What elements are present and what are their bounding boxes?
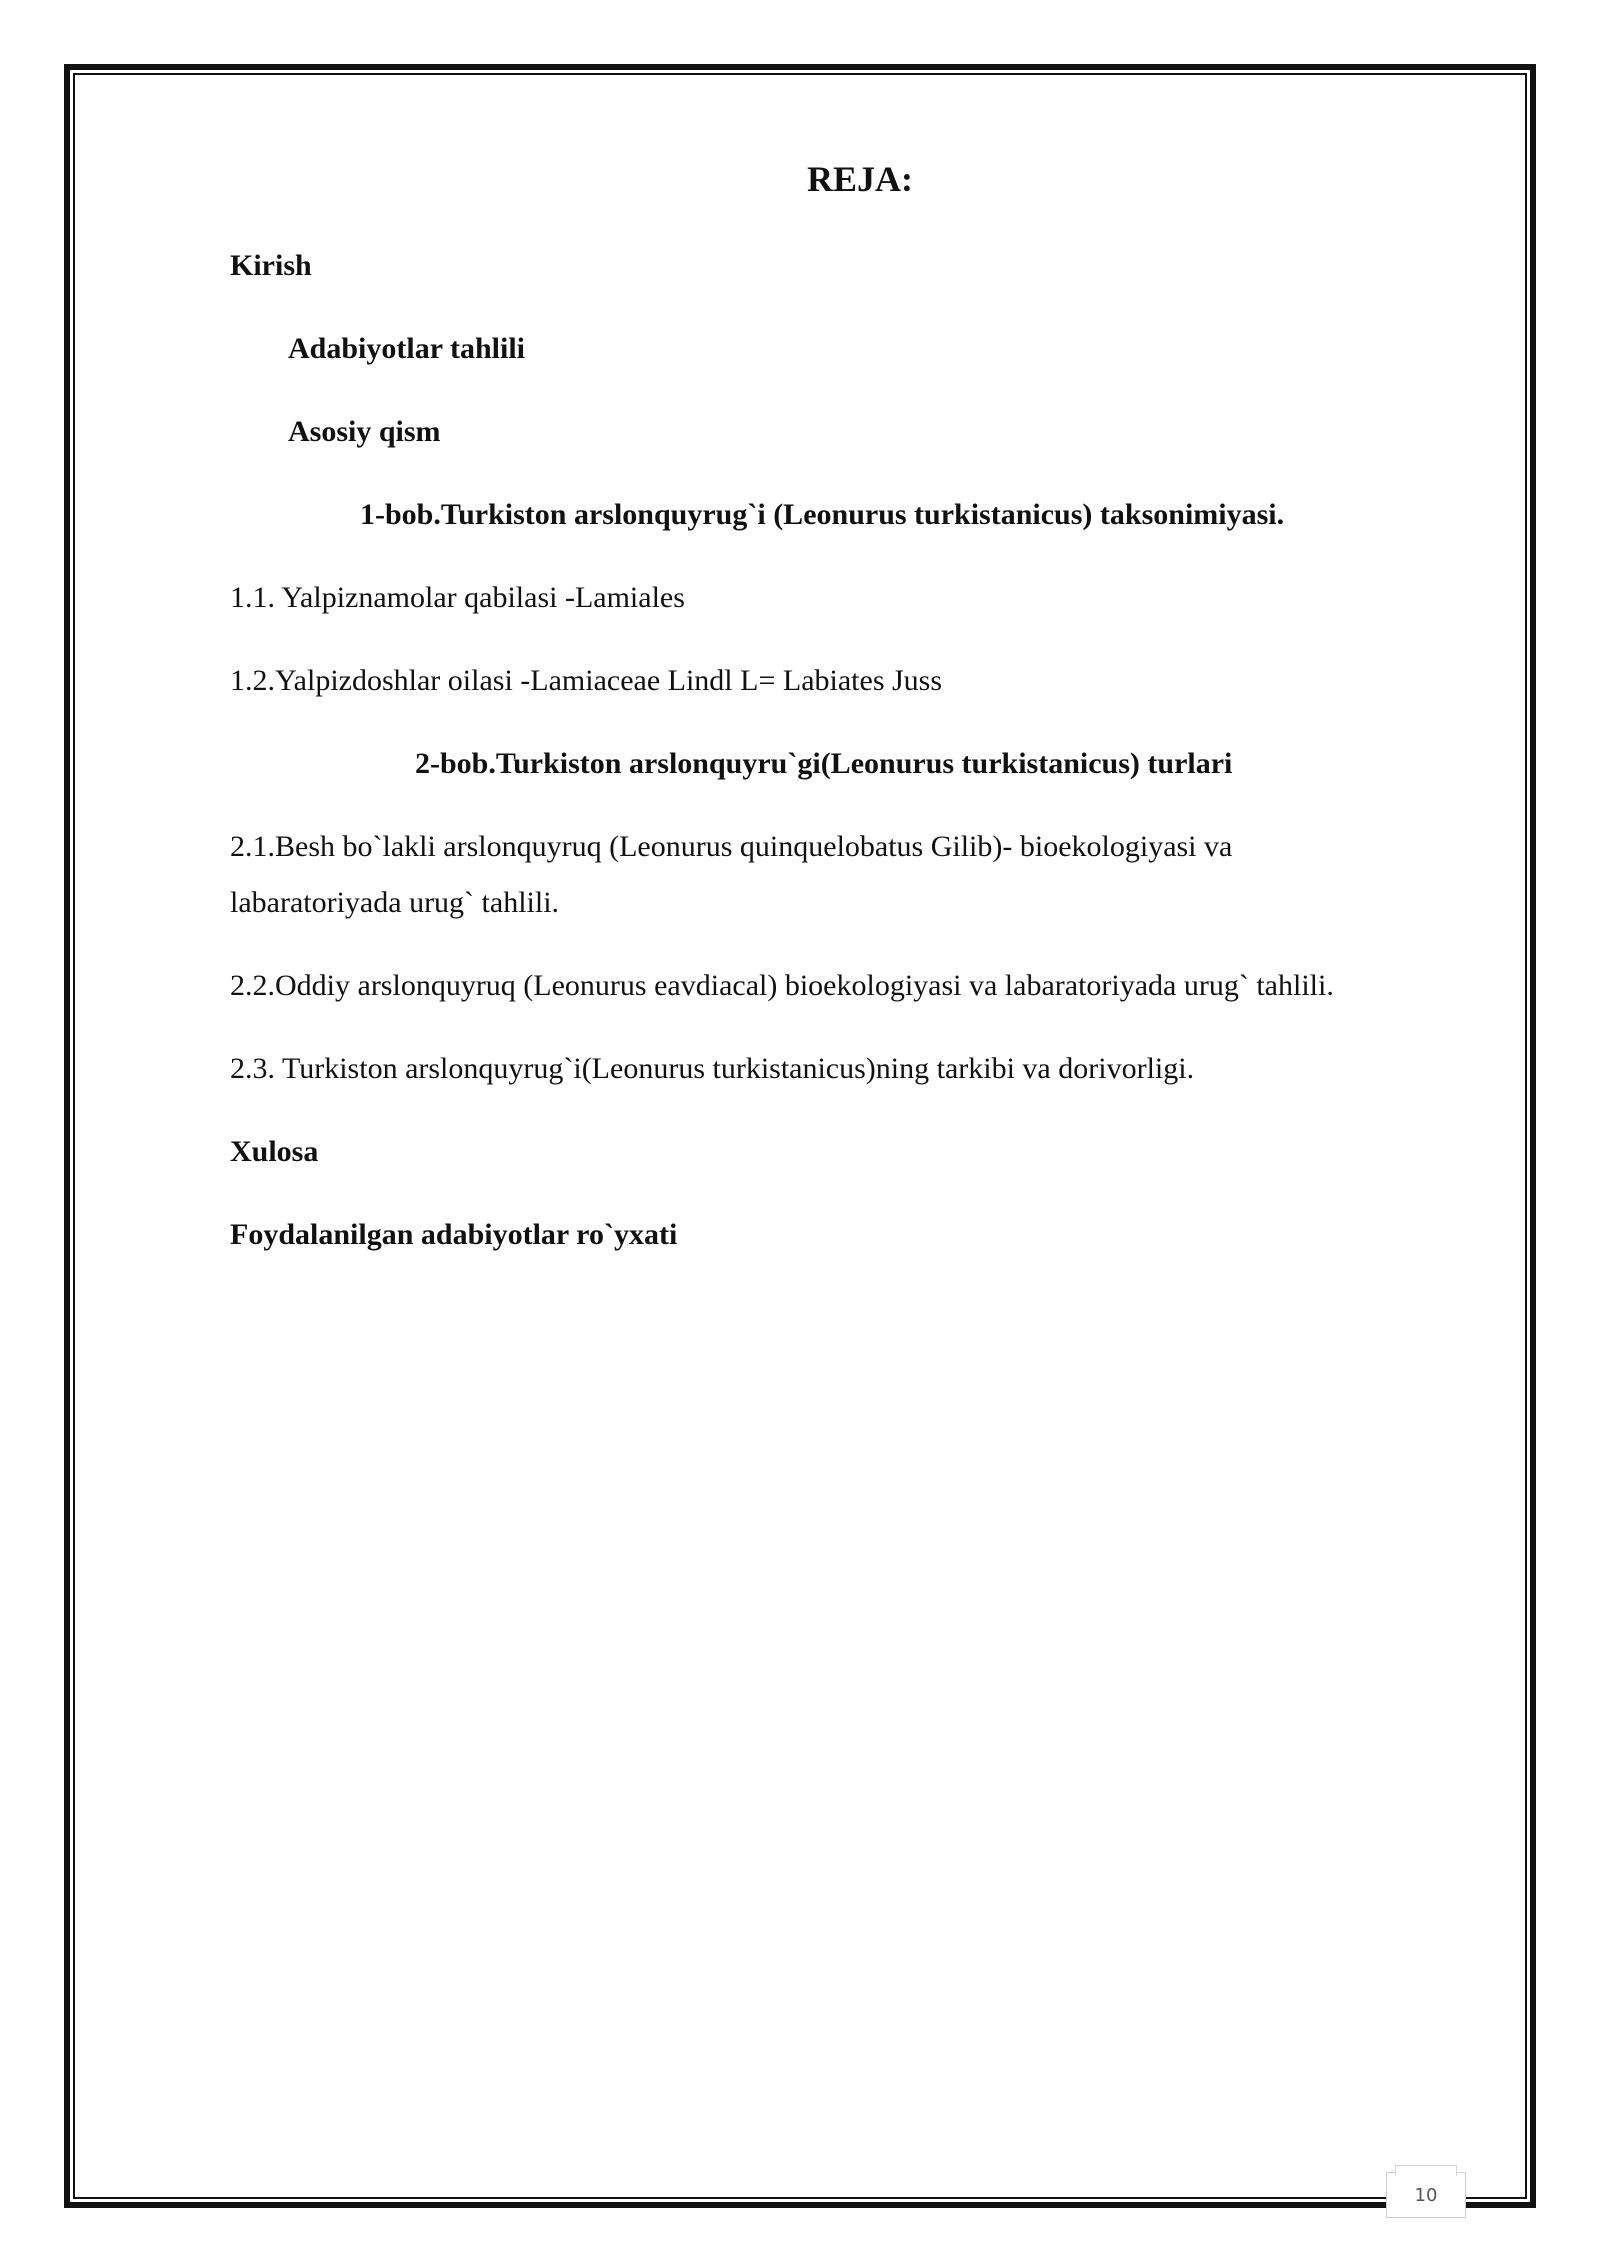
page-title: REJA: — [807, 159, 913, 199]
toc-section-1-1: 1.1. Yalpiznamolar qabilasi -Lamiales — [230, 581, 685, 614]
toc-item-adabiyotlar-royxati: Foydalanilgan adabiyotlar ro`yxati — [230, 1218, 678, 1251]
page-number-badge — [1386, 2172, 1466, 2218]
toc-section-2-2: 2.2.Oddiy arslonquyruq (Leonurus eavdiacal) bioekologiyasi va labaratoriyada urug` tahlili. — [230, 969, 1334, 1002]
toc-chapter-1: 1-bob.Turkiston arslonquyrug`i (Leonurus turkistanicus) taksonimiyasi. — [360, 498, 1285, 531]
toc-section-1-2: 1.2.Yalpizdoshlar oilasi -Lamiaceae Lindl L= Labiates Juss — [230, 664, 943, 697]
toc-section-2-1: 2.1.Besh bo`lakli arslonquyruq (Leonurus quinquelobatus Gilib)- bioekologiyasi va — [230, 830, 1233, 863]
toc-chapter-2: 2-bob.Turkiston arslonquyru`gi(Leonurus turkistanicus) turlari — [415, 747, 1233, 780]
toc-section-2-1-continued: labaratoriyada urug` tahlili. — [230, 886, 560, 919]
toc-item-adabiyotlar-tahlili: Adabiyotlar tahlili — [288, 332, 525, 365]
toc-item-xulosa: Xulosa — [230, 1135, 319, 1168]
toc-item-kirish: Kirish — [230, 249, 312, 282]
page-number: 10 — [1414, 2185, 1438, 2206]
toc-section-2-3: 2.3. Turkiston arslonquyrug`i(Leonurus turkistanicus)ning tarkibi va dorivorligi. — [230, 1052, 1195, 1085]
toc-item-asosiy-qism: Asosiy qism — [288, 415, 441, 448]
